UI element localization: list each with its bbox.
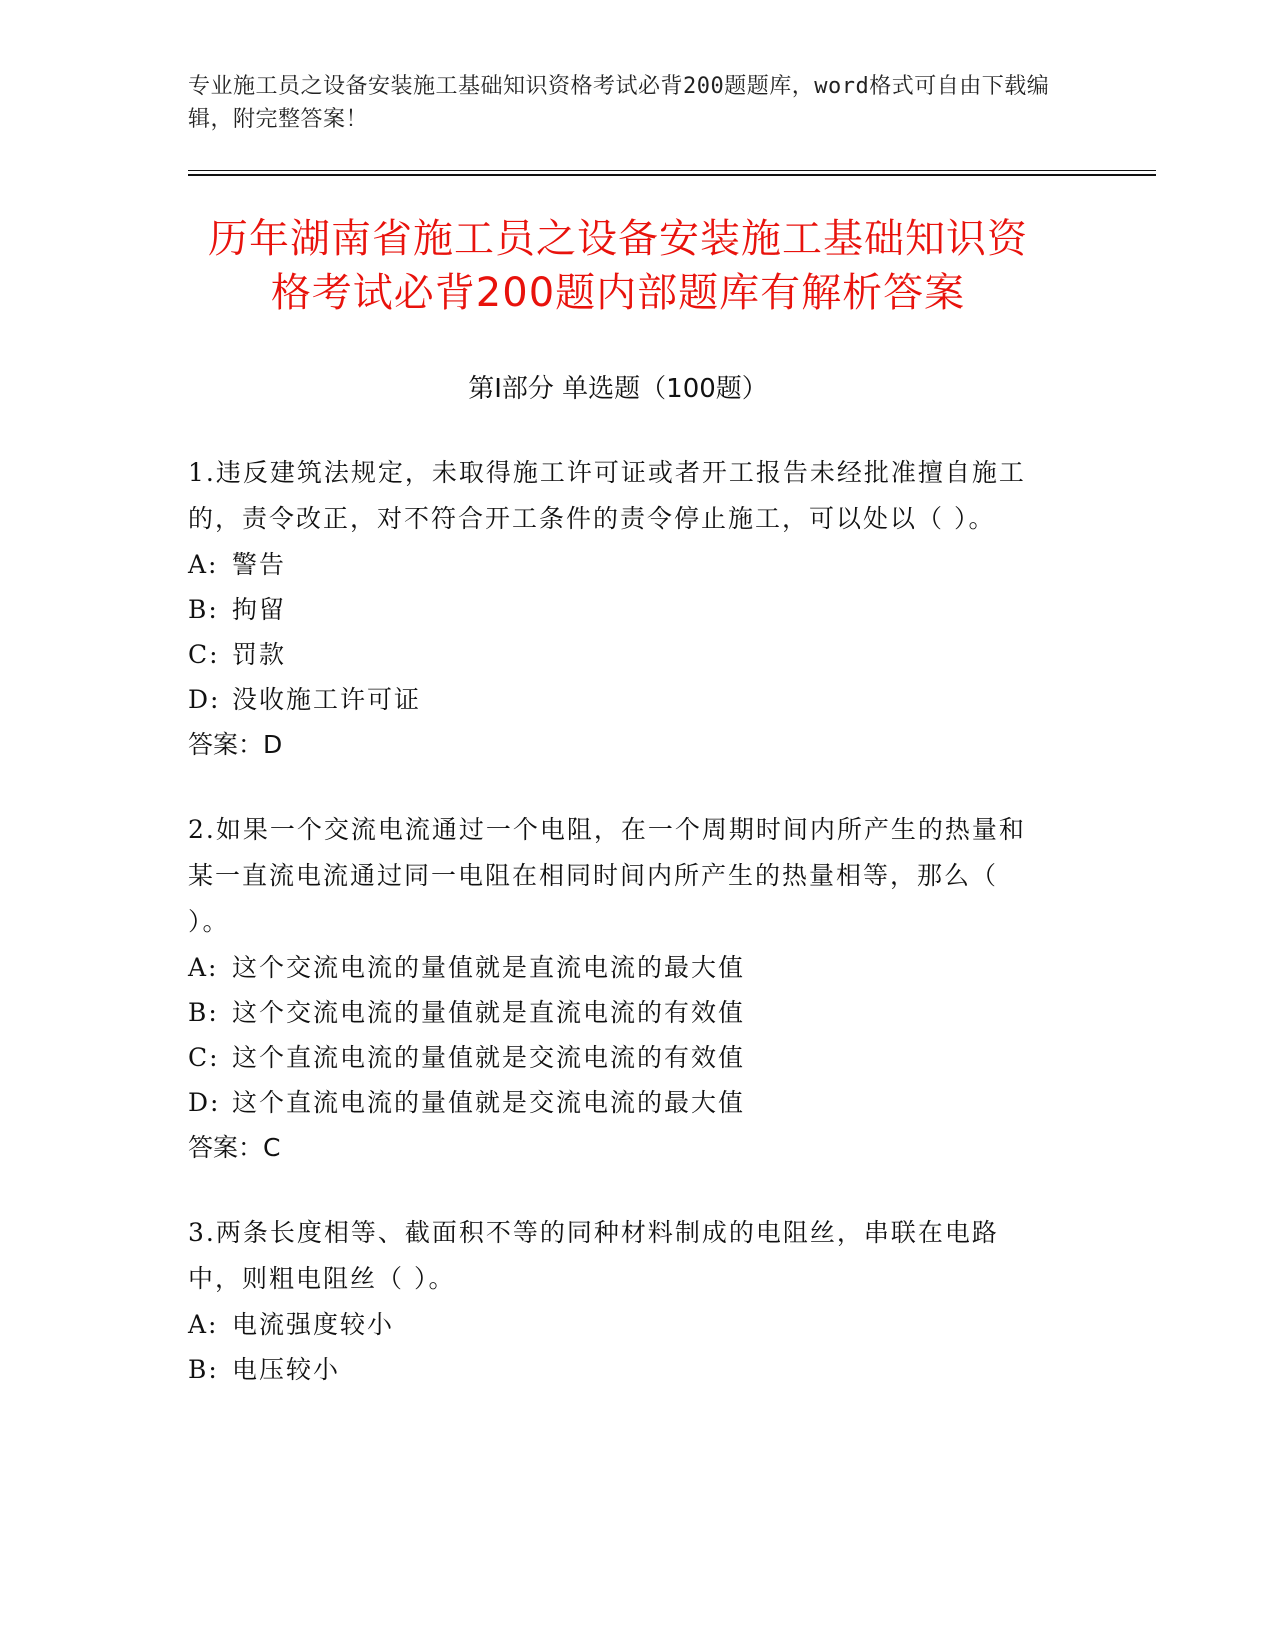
option-key: B: xyxy=(188,1355,219,1384)
option-a xyxy=(188,945,1058,990)
option-text: 罚款 xyxy=(232,640,287,669)
question-1 xyxy=(188,450,1058,767)
answer-line: 答案：D xyxy=(188,730,283,759)
option-key: B: xyxy=(188,998,219,1027)
option-key: D: xyxy=(188,1088,221,1117)
option-a xyxy=(188,1302,1058,1347)
option-key: A: xyxy=(188,953,219,982)
option-text: 这个交流电流的量值就是直流电流的最大值 xyxy=(232,953,746,982)
option-b xyxy=(188,990,1058,1035)
option-key: A: xyxy=(188,1310,219,1339)
option-c xyxy=(188,1035,1058,1080)
question-2 xyxy=(188,807,1058,1170)
answer-line: 答案：C xyxy=(188,1133,281,1162)
question-stem: 1.违反建筑法规定，未取得施工许可证或者开工报告未经批准擅自施工的，责令改正，对不符合开工条件的责令停止施工，可以处以（ ）。 xyxy=(188,458,1026,533)
option-text: 这个直流电流的量值就是交流电流的有效值 xyxy=(232,1043,746,1072)
question-3 xyxy=(188,1210,1058,1392)
header-divider xyxy=(188,170,1156,176)
option-text: 这个交流电流的量值就是直流电流的有效值 xyxy=(232,998,746,1027)
option-b xyxy=(188,587,1058,632)
option-key: B: xyxy=(188,595,219,624)
option-text: 电流强度较小 xyxy=(232,1310,395,1339)
option-b xyxy=(188,1347,1058,1392)
option-text: 电压较小 xyxy=(232,1355,341,1384)
option-d xyxy=(188,677,1058,722)
question-stem: 2.如果一个交流电流通过一个电阻，在一个周期时间内所产生的热量和某一直流电流通过同一电阻在相同时间内所产生的热量相等，那么（ ）。 xyxy=(188,815,1026,936)
option-text: 拘留 xyxy=(232,595,287,624)
header-note: 专业施工员之设备安装施工基础知识资格考试必背200题题库，word格式可自由下载编辑，附完整答案！ xyxy=(188,74,1050,132)
document-page xyxy=(188,70,1058,1432)
option-key: A: xyxy=(188,550,219,579)
question-list xyxy=(188,450,1058,1392)
option-c xyxy=(188,632,1058,677)
option-text: 这个直流电流的量值就是交流电流的最大值 xyxy=(232,1088,746,1117)
option-text: 没收施工许可证 xyxy=(232,685,422,714)
option-d xyxy=(188,1080,1058,1125)
option-key: C: xyxy=(188,640,220,669)
document-title: 历年湖南省施工员之设备安装施工基础知识资格考试必背200题内部题库有解析答案 xyxy=(208,216,1028,316)
option-a xyxy=(188,542,1058,587)
option-text: 警告 xyxy=(232,550,287,579)
question-stem: 3.两条长度相等、截面积不等的同种材料制成的电阻丝，串联在电路中，则粗电阻丝（ ）。 xyxy=(188,1218,999,1293)
section-title: 第Ⅰ部分 单选题（100题） xyxy=(468,374,768,404)
option-key: D: xyxy=(188,685,221,714)
option-key: C: xyxy=(188,1043,220,1072)
